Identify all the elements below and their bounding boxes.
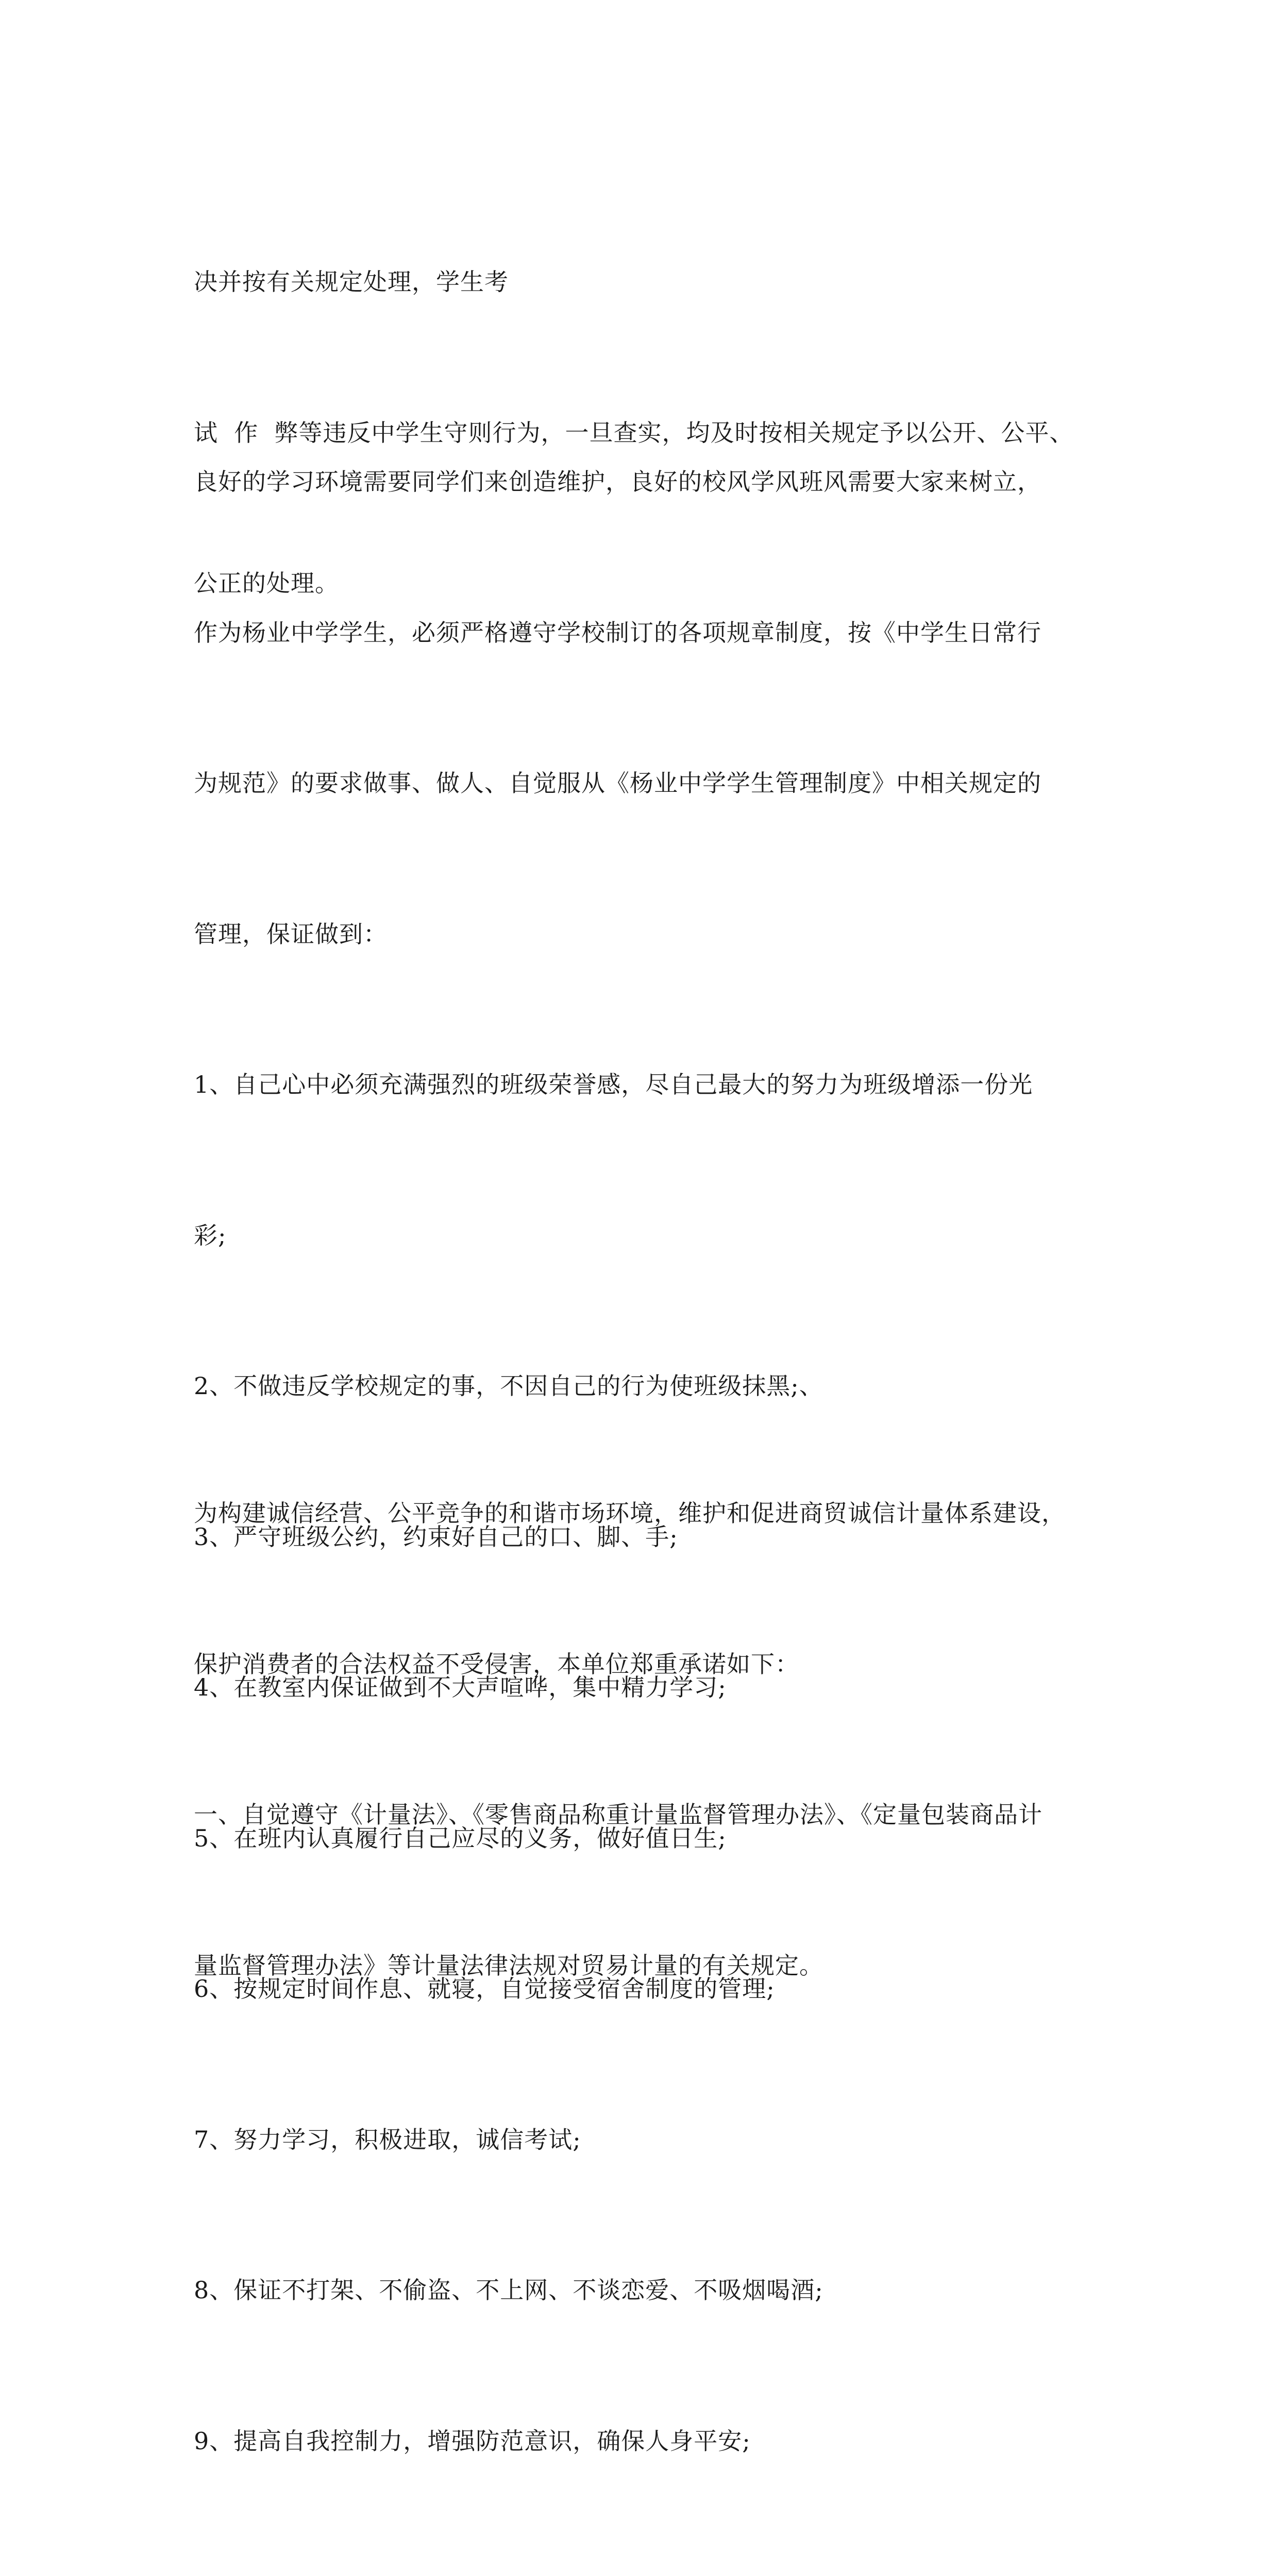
paragraph-metrology-commitment: [194, 1388, 1090, 2091]
text-line: 为构建诚信经营、公平竞争的和谐市场环境，维护和促进商贸诚信计量体系建设，: [194, 1499, 1066, 1527]
pledge-item-3: 3、严守班级公约，约束好自己的口、脚、手;: [194, 1522, 678, 1551]
text-line: 试 作 弊等违反中学生守则行为，一旦查实，均及时按相关规定予以公开、公平、: [194, 418, 1074, 447]
text-line: 公正的处理。: [194, 569, 339, 597]
text-line: 管理，保证做到：: [194, 920, 388, 948]
pledge-item-1: 1、自己心中必须充满强烈的班级荣誉感，尽自己最大的努力为班级增添一份光: [194, 1071, 1033, 1098]
pledge-item-7: 7、努力学习，积极进取，诚信考试;: [194, 2125, 581, 2154]
pledge-item-4: 4、在教室内保证做到不大声喧哗，集中精力学习;: [194, 1673, 727, 1701]
pledge-item-1-cont: 彩;: [194, 1221, 227, 1249]
pledge-item-8: 8、保证不打架、不偷盗、不上网、不谈恋爱、不吸烟喝酒;: [194, 2276, 823, 2304]
pledge-item-5: 5、在班内认真履行自己应尽的义务，做好值日生;: [194, 1824, 727, 1852]
pledge-item-2: 2、不做违反学校规定的事，不因自己的行为使班级抹黑;、: [194, 1372, 823, 1400]
text-line: 良好的学习环境需要同学们来创造维护，良好的校风学风班风需要大家来树立，: [194, 468, 1041, 496]
commitment-item-1: 一、自觉遵守《计量法》、《零售商品称重计量监督管理办法》、《定量包装商品计: [194, 1801, 1042, 1828]
pledge-item-10: [194, 2567, 1090, 2576]
text-line: 为规范》的要求做事、做人、自觉服从《杨业中学学生管理制度》中相关规定的: [194, 769, 1041, 797]
pledge-item-9: 9、提高自我控制力，增强防范意识，确保人身平安;: [194, 2427, 751, 2455]
commitment-item-1-cont: 量监督管理办法》等计量法律法规对贸易计量的有关规定。: [194, 1951, 823, 1979]
text-line: 决并按有关规定处理，学生考: [194, 268, 509, 296]
pledge-item-6: 6、按规定时间作息、就寝，自觉接受宿舍制度的管理;: [194, 1975, 775, 2003]
text-line: 作为杨业中学学生，必须严格遵守学校制订的各项规章制度，按《中学生日常行: [194, 618, 1041, 647]
text-line: 保护消费者的合法权益不受侵害，本单位郑重承诺如下：: [194, 1650, 799, 1678]
